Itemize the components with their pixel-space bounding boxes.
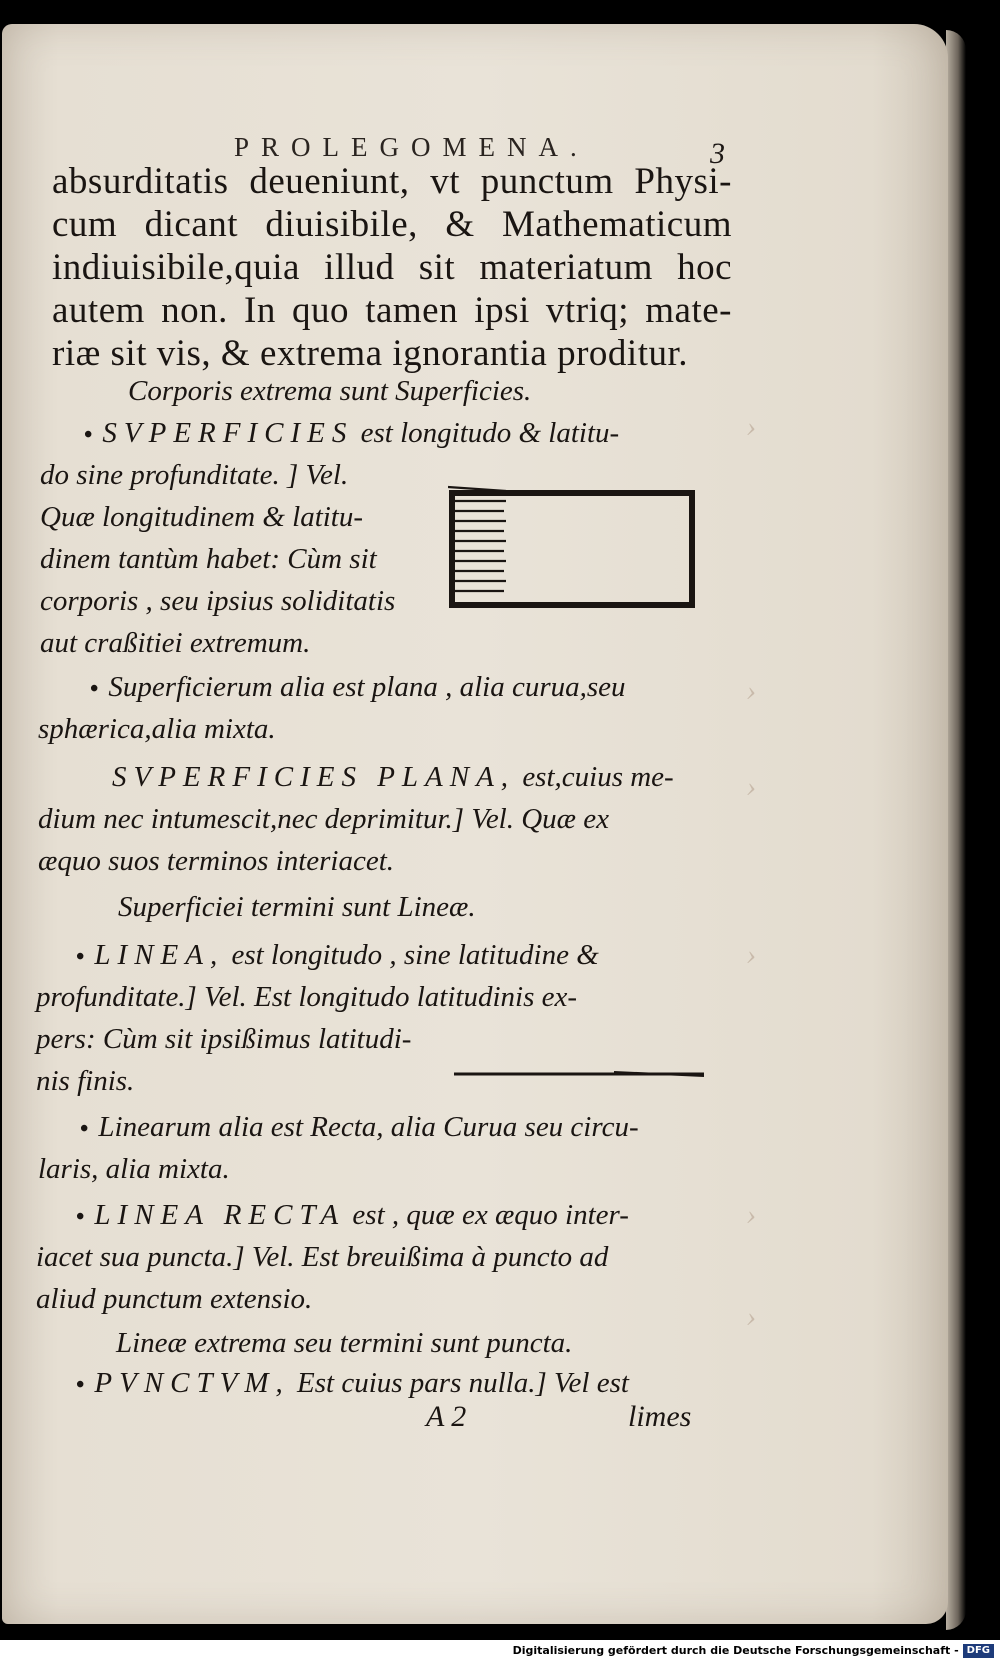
heading-lineae-extrema: Lineæ extrema seu termini sunt puncta. [116, 1327, 573, 1359]
text-line: aut craßitiei extremum. [40, 627, 311, 659]
text: est , quæ ex æquo inter- [352, 1199, 629, 1231]
superficierum-line [90, 666, 626, 711]
text-line: laris, alia mixta. [38, 1153, 230, 1185]
text: Superficierum alia est plana , alia curua,seu [108, 671, 626, 703]
term: LINEA RECTA [94, 1199, 346, 1231]
paragraph-mark: • [84, 422, 93, 448]
show-through-mark: › [746, 1300, 756, 1333]
term: LINEA, [94, 939, 225, 971]
roman-paragraph [52, 160, 732, 375]
term: SVPERFICIES [102, 417, 354, 449]
credit-text: Digitalisierung gefördert durch die Deutsche Forschungsgemeinschaft - [512, 1644, 959, 1657]
heading-corporis: Corporis extrema sunt Superficies. [128, 375, 532, 407]
text-line: autem non. In quo tamen ipsi vtriq; mate- [52, 290, 732, 331]
linea-definition-line [76, 934, 599, 979]
show-through-mark: › [746, 410, 756, 443]
text-line: indiuisibile,quia illud sit materiatum hoc [52, 247, 732, 288]
signature-mark: A 2 [426, 1400, 467, 1433]
text-line: do sine profunditate. ] Vel. [40, 459, 349, 491]
text-line: sphærica,alia mixta. [38, 713, 276, 745]
page-edge [946, 30, 966, 1630]
paragraph-mark: • [90, 676, 99, 702]
text: est longitudo , sine latitudine & [231, 939, 599, 971]
text-line: cum dicant diuisibile, & Mathematicum [52, 204, 732, 245]
linearum-line [80, 1106, 639, 1151]
text-line: corporis , seu ipsius soliditatis [40, 585, 396, 617]
paragraph-mark: • [76, 1204, 85, 1230]
show-through-mark: › [746, 1198, 756, 1231]
text-line: profunditate.] Vel. Est longitudo latitudinis ex- [36, 981, 578, 1013]
paragraph-mark: • [76, 1372, 85, 1398]
dfg-logo: DFG [963, 1644, 994, 1658]
paragraph-mark: • [76, 944, 85, 970]
show-through-mark: › [746, 938, 756, 971]
plana-definition-line [112, 756, 674, 799]
superficies-definition-line [84, 412, 619, 457]
heading-superficiei: Superficiei termini sunt Lineæ. [118, 891, 476, 923]
text-line: pers: Cùm sit ipsißimus latitudi- [36, 1023, 412, 1055]
text-line: nis finis. [36, 1065, 135, 1097]
text-line: absurditatis deueniunt, vt punctum Physi- [52, 161, 732, 202]
term: SVPERFICIES PLANA, [112, 761, 516, 793]
text-line: riæ sit vis, & extrema ignorantia proditur. [52, 333, 689, 374]
text-line: dinem tantùm habet: Cùm sit [40, 543, 377, 575]
text-line: dium nec intumescit,nec deprimitur.] Vel. Quæ ex [38, 803, 610, 835]
show-through-mark: › [746, 770, 756, 803]
text-line: aliud punctum extensio. [36, 1283, 313, 1315]
paragraph-mark: • [80, 1116, 89, 1142]
text: Est cuius pars nulla.] Vel est [297, 1367, 629, 1399]
text-line: Quæ longitudinem & latitu- [40, 501, 364, 533]
digitization-credit [0, 1640, 1000, 1662]
text: est longitudo & latitu- [360, 417, 620, 449]
line-figure [454, 1068, 704, 1080]
show-through-mark: › [746, 674, 756, 707]
book-page [2, 24, 948, 1624]
term: PVNCTVM, [94, 1367, 290, 1399]
text: est,cuius me- [522, 761, 674, 793]
text: Linearum alia est Recta, alia Curua seu circu- [98, 1111, 639, 1143]
catchword: limes [628, 1400, 692, 1433]
surface-figure [448, 479, 702, 613]
page-number: 3 [710, 137, 725, 170]
running-head: PROLEGOMENA. [234, 132, 589, 162]
recta-definition-line [76, 1194, 629, 1239]
text-line: æquo suos terminos interiacet. [38, 845, 395, 877]
text-line: iacet sua puncta.] Vel. Est breuißima à puncto ad [36, 1241, 609, 1273]
punctum-definition-line [76, 1362, 629, 1407]
